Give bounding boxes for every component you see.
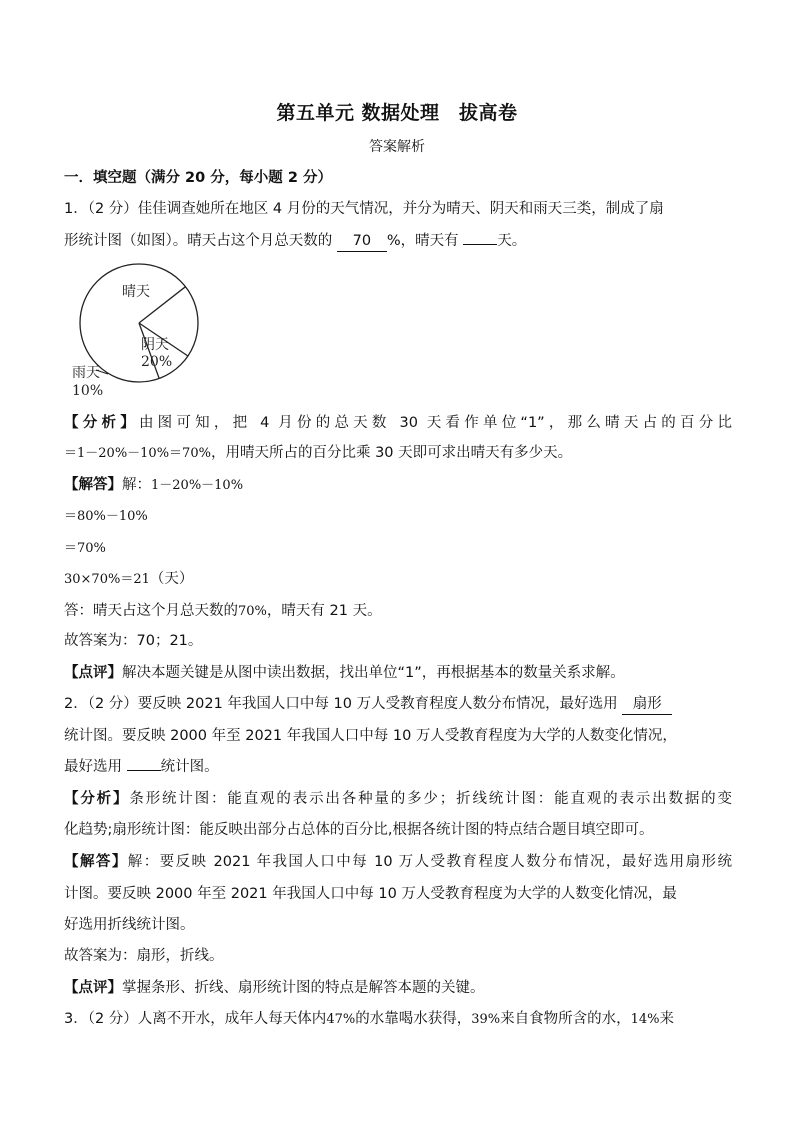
document-title: 第五单元 数据处理 拔高卷 — [276, 102, 518, 124]
q2-text-c: 统计图。 — [160, 759, 219, 775]
q1-analysis-text-1: 由图可知，把 4 月份的总天数 30 天看作单位“1”，那么晴天占的百分比 — [138, 415, 733, 431]
q1-analysis-tag: 【分析】 — [64, 415, 139, 431]
q2-solution-line1 — [64, 852, 732, 872]
q2-text-a: 2．（2 分）要反映 2021 年我国人口中每 10 万人受教育程度人数分布情况，最好选用 — [64, 696, 618, 712]
q1-solution-unit: （天） — [149, 571, 194, 587]
q1-solution-step2: ＝80%－10% — [64, 509, 148, 524]
q1-blank-1: 70 — [337, 231, 387, 252]
q1-text-a: 形统计图（如图）。晴天占这个月总天数的 — [64, 233, 333, 249]
q1-analysis-line1 — [64, 413, 732, 433]
q1-answer — [64, 601, 732, 622]
q1-solution-step1: 1－20%－10% — [151, 478, 244, 493]
q1-solution-tag: 【解答】 — [64, 477, 122, 493]
document-subtitle: 答案解析 — [369, 139, 425, 155]
q3-percent-2: 39% — [471, 1012, 501, 1027]
q1-text-c: 天。 — [497, 233, 527, 249]
q2-review — [64, 978, 732, 998]
q1-answer-percent: 70% — [238, 604, 267, 619]
q2-solution-tag: 【解答】 — [64, 854, 128, 870]
pie-label-cloudy: 阴天 — [141, 337, 169, 353]
pie-label-rainy-percent: 10% — [72, 383, 104, 399]
section-heading: 一．填空题（满分 20 分，每小题 2 分） — [64, 170, 332, 186]
q1-review — [64, 663, 732, 683]
q2-solution-line2: 计图。要反映 2000 年至 2021 年我国人口中每 10 万人受教育程度为大学的人数变化情况，最 — [64, 886, 677, 902]
pie-label-rainy: 雨天 — [72, 365, 100, 381]
q1-analysis-text-2: ，用晴天所占的百分比乘 30 天即可求出晴天有多少天。 — [210, 445, 573, 461]
q3-percent-1: 47% — [326, 1012, 356, 1027]
q1-review-tag: 【点评】 — [64, 665, 122, 681]
q1-text-b: %，晴天有 — [386, 233, 459, 249]
q2-review-tag: 【点评】 — [64, 980, 122, 996]
q1-solution-step3: ＝70% — [64, 541, 106, 556]
q2-analysis-line1 — [64, 789, 732, 809]
q2-final-answer: 故答案为：扇形，折线。 — [64, 948, 224, 964]
q2-line1 — [64, 694, 732, 715]
q2-review-text: 掌握条形、折线、扇形统计图的特点是解答本题的关键。 — [122, 980, 485, 996]
q2-blank-2 — [127, 770, 161, 771]
q3-text-a: 3．（2 分）人离不开水，成年人每天体内 — [64, 1011, 327, 1027]
q1-solution-line4 — [64, 569, 732, 590]
q2-line2: 统计图。要反映 2000 年至 2021 年我国人口中每 10 万人受教育程度为大学的人数变化情况， — [64, 728, 677, 744]
q1-solution-step4: 30×70%＝21 — [64, 572, 150, 587]
q1-line2 — [64, 231, 732, 252]
q3-text-b: 的水靠喝水获得， — [355, 1011, 472, 1027]
q3-line1 — [64, 1009, 732, 1030]
q1-final-answer: 故答案为：70；21。 — [64, 633, 203, 649]
q3-percent-3: 14% — [630, 1012, 660, 1027]
q2-line3 — [64, 757, 732, 777]
weather-pie-chart — [60, 262, 220, 402]
q3-text-d: 来 — [659, 1011, 675, 1027]
q3-text-c: 来自食物所含的水， — [500, 1011, 631, 1027]
q2-analysis-text-1: 条形统计图：能直观的表示出各种量的多少；折线统计图：能直观的表示出数据的变 — [129, 791, 733, 807]
q2-analysis-line2: 化趋势;扇形统计图：能反映出部分占总体的百分比,根据各统计图的特点结合题目填空即可。 — [64, 822, 654, 838]
q1-blank-2 — [463, 244, 497, 245]
q1-analysis-formula: ＝1－20%－10%＝70% — [64, 446, 211, 461]
q1-review-text: 解决本题关键是从图中读出数据，找出单位“1”，再根据基本的数量关系求解。 — [122, 665, 625, 681]
pie-label-cloudy-percent: 20% — [141, 354, 173, 370]
q2-analysis-tag: 【分析】 — [64, 791, 130, 807]
q1-solution-line1 — [64, 475, 732, 496]
q2-solution-line3: 好选用折线统计图。 — [64, 917, 195, 933]
q2-text-b: 最好选用 — [64, 759, 122, 775]
q2-blank-1: 扇形 — [622, 694, 672, 715]
q1-solution-head: 解： — [122, 477, 151, 493]
q1-answer-post: ，晴天有 21 天。 — [266, 603, 382, 619]
q2-solution-text-1: 解：要反映 2021 年我国人口中每 10 万人受教育程度人数分布情况，最好选用扇形统 — [127, 854, 732, 870]
pie-label-sunny: 晴天 — [122, 284, 150, 300]
q1-analysis-line2 — [64, 443, 732, 464]
q1-line1: 1．（2 分）佳佳调查她所在地区 4 月份的天气情况，并分为晴天、阴天和雨天三类，制成了扇 — [64, 201, 664, 217]
q1-answer-pre: 答：晴天占这个月总天数的 — [64, 603, 238, 619]
